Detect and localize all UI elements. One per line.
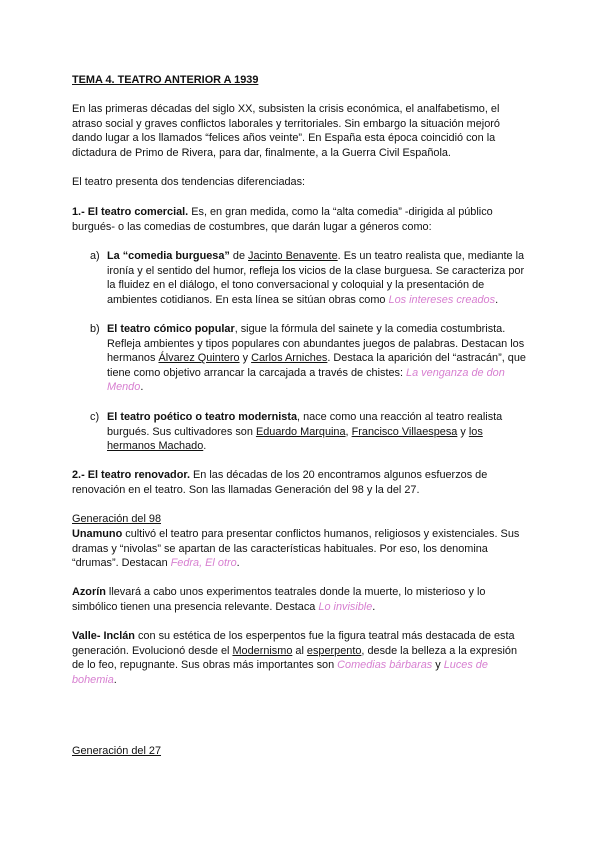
work-title: Comedias bárbaras [337,659,433,672]
section-renovador [72,468,528,497]
list-marker: b) [90,323,100,335]
gen27-heading-text: Generación del 27 [72,745,162,757]
paragraph-text: llevará a cabo unos experimentos teatrales donde la muerte, lo misterioso y lo simbólico tienen una presencia relevante. Destaca [72,586,486,613]
author-name: Álvarez Quintero [158,352,240,365]
author-name: Eduardo Marquina [255,425,346,438]
tendencias-paragraph: El teatro presenta dos tendencias diferenciadas: [72,176,306,188]
list-item-teatro-comico [90,322,527,395]
paragraph-text: . [372,600,376,613]
paragraph-text: y [432,659,444,672]
list-marker: a) [90,250,100,262]
item-text: . Es un teatro realista que, mediante la ironía y el sentido del humor, refleja los vicios de la clase burguesa. Se caracteriza por la fluidez en el diálogo, el tono conversacional y coloquial y la presentación de ambientes cotidianos. En esta línea se sitúan obras como [107,250,525,306]
intro-paragraph: En las primeras décadas del siglo XX, subsisten la crisis económica, el analfabetismo, el atraso social y graves conflictos laborales y territoriales. Sin embargo la situación mejoró dando lugar a los llamados “felices años veinte”. En España esta época coincidió con la dictadura de Primo de Rivera, para dar, finalmente, a la Guerra Civil Española. [72,103,500,159]
valle-inclan-paragraph [72,629,528,687]
paragraph-text: al [292,644,307,657]
item-text: . Destaca la aparición del “astracán”, que tiene como objetivo arrancar la carcajada a través de chistes: [107,352,526,379]
paragraph-text: . [236,557,240,570]
term: esperpento [306,644,362,657]
gen98-heading [72,512,528,527]
paragraph-text: , desde la belleza a la expresión de lo feo, repugnante. Sus obras más importantes son [72,644,518,672]
item-text: , nace como una reacción al teatro realista burgués. Sus cultivadores son [107,411,503,438]
item-text: y [239,352,252,365]
list-item-teatro-poetico [90,410,527,454]
list-marker: c) [90,411,100,423]
author-name: Unamuno [72,528,123,540]
item-text: . [495,293,499,306]
gen27-heading [72,744,528,759]
author-name: Francisco Villaespesa [351,425,458,438]
separator: , [199,557,206,570]
work-title: Fedra [170,557,200,570]
item-text: . [140,381,144,394]
section-comercial [72,205,528,234]
work-title: Luces de bohemia [72,659,488,686]
work-title: Lo invisible [318,600,373,613]
item-heading: El teatro cómico popular [107,323,235,335]
item-text: , sigue la fórmula del sainete y la comedia costumbrista. Refleja ambientes y tipos populares con abundantes juegos de palabras. Destacan los hermanos [107,323,525,365]
author-name: Jacinto Benavente [248,250,338,262]
item-heading: La “comedia burguesa” [107,250,230,262]
section-renovador-heading: 2.- El teatro renovador. [72,469,191,481]
list-item-comedia-burguesa [90,249,527,307]
section-renovador-text: En las décadas de los 20 encontramos algunos esfuerzos de renovación en el teatro. Son las llamadas Generación del 98 y la del 27. [72,469,488,496]
term: Modernismo [232,644,293,657]
item-text: . [203,440,207,453]
paragraph-text: . [113,673,117,686]
item-text: de [229,250,249,262]
paragraph-text: con su estética de los esperpentos fue la figura teatral más destacada de esta generación. Evolucionó desde el [72,630,515,657]
author-name: los hermanos Machado [107,425,483,453]
item-text: y [457,425,469,438]
item-text: , [345,425,352,438]
author-name: Carlos Arniches [251,352,328,365]
author-name: Azorín [72,586,106,598]
work-title: El otro [205,557,237,570]
gen98-heading-text: Generación del 98 [72,513,162,525]
author-name: Valle- Inclán [72,630,135,642]
document-page [72,0,528,848]
paragraph-text: cultivó el teatro para presentar conflictos humanos, religiosos y existenciales. Sus dramas y “nivolas” se apartan de las características habituales. Por eso, los denomina “drumas”. Destacan [72,528,520,570]
section-comercial-text: Es, en gran medida, como la “alta comedia” -dirigida al público burgués- o las comedias de costumbres, que darán lugar a géneros como: [72,206,493,233]
item-heading: El teatro poético o teatro modernista [107,411,298,423]
azorin-paragraph [72,585,528,614]
document-title: TEMA 4. TEATRO ANTERIOR A 1939 [72,74,259,86]
section-comercial-heading: 1.- El teatro comercial. [72,206,189,218]
work-title: La venganza de don Mendo [107,366,505,394]
unamuno-paragraph [72,527,528,571]
work-title: Los intereses creados [388,293,496,306]
